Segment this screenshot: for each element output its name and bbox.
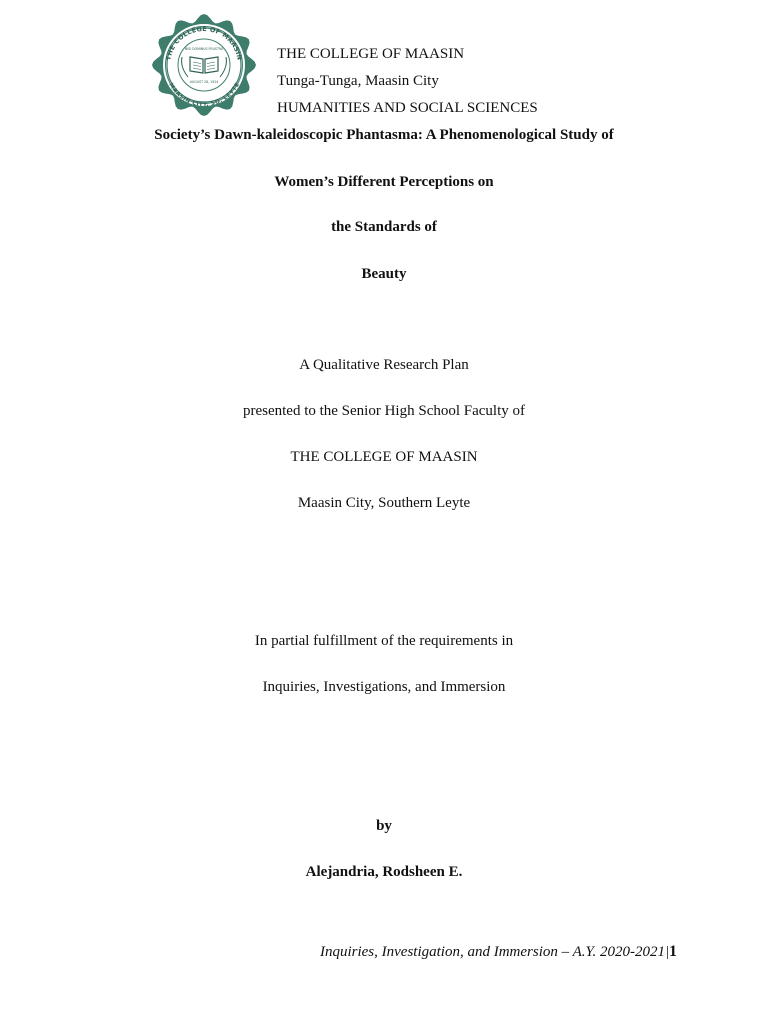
title-line-1: Society’s Dawn-kaleidoscopic Phantasma: A Phenomenological Study of xyxy=(154,127,614,143)
presented-to-line: presented to the Senior High School Faculty of xyxy=(242,403,526,419)
title-line-4: Beauty xyxy=(361,266,407,282)
page-number: 1 xyxy=(669,943,677,960)
presented-institution: THE COLLEGE OF MAASIN xyxy=(290,449,478,465)
author-name: Alejandria, Rodsheen E. xyxy=(305,864,463,880)
title-line-3: the Standards of xyxy=(331,219,437,235)
title-line-2: Women’s Different Perceptions on xyxy=(274,174,494,190)
fulfillment-line: In partial fulfillment of the requirements in xyxy=(254,633,514,649)
seal-bottom-text: MAASIN CITY, SO. LEYTE xyxy=(167,82,241,109)
by-label: by xyxy=(376,818,392,834)
seal-motto: NISI DOMINUS FRUSTRA xyxy=(184,47,224,51)
footer-separator: | xyxy=(665,944,669,960)
seal-top-text: THE COLLEGE OF MAASIN xyxy=(164,24,244,62)
header-department: HUMANITIES AND SOCIAL SCIENCES xyxy=(277,100,538,116)
college-seal-logo xyxy=(140,13,268,117)
page-footer xyxy=(320,942,677,962)
header-institution: THE COLLEGE OF MAASIN xyxy=(277,46,465,62)
presented-location: Maasin City, Southern Leyte xyxy=(297,495,471,511)
footer-text: Inquiries, Investigation, and Immersion – A.Y. 2020-2021 xyxy=(319,944,665,960)
seal-founding-date: AUGUST 28, 1924 xyxy=(189,80,219,84)
research-plan-label: A Qualitative Research Plan xyxy=(299,357,469,373)
course-name: Inquiries, Investigations, and Immersion xyxy=(262,679,506,695)
header-address: Tunga-Tunga, Maasin City xyxy=(277,73,439,89)
